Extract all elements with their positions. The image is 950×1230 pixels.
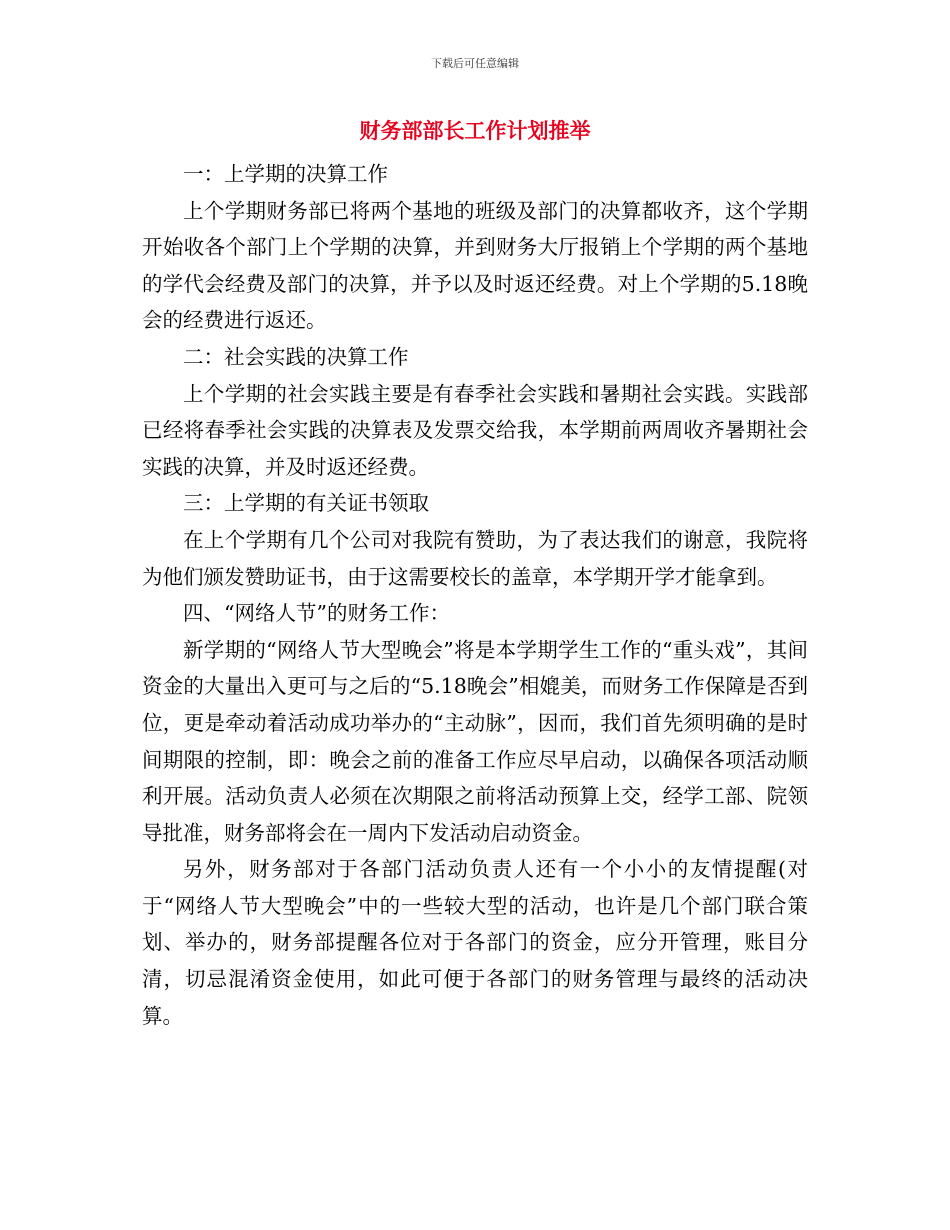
- paragraph: 新学期的“网络人节大型晚会”将是本学期学生工作的“重头戏”，其间资金的大量出入更可与之后的“5.18晚会”相媲美，而财务工作保障是否到位，更是牵动着活动成功举办的“主动脉”，因而，我们首先须明确的是时间期限的控制，即：晚会之前的准备工作应尽早启动，以确保各项活动顺利开展。活动负责人必须在次期限之前将活动预算上交，经学工部、院领导批准，财务部将会在一周内下发活动启动资金。: [142, 637, 808, 845]
- page-header-note: 下载后可任意编辑: [431, 57, 519, 70]
- section-heading-4: 四、“网络人节”的财务工作：: [183, 601, 450, 626]
- paragraph: 在上个学期有几个公司对我院有赞助，为了表达我们的谢意，我院将为他们颁发赞助证书，由于这需要校长的盖章，本学期开学才能拿到。: [142, 527, 808, 589]
- paragraph: 上个学期财务部已将两个基地的班级及部门的决算都收齐，这个学期开始收各个部门上个学期的决算，并到财务大厅报销上个学期的两个基地的学代会经费及部门的决算，并予以及时返还经费。对上个学期的5.18晚会的经费进行返还。: [142, 198, 808, 333]
- section-heading-1: 一：上学期的决算工作: [183, 162, 388, 186]
- paragraph: 另外，财务部对于各部门活动负责人还有一个小小的友情提醒(对于“网络人节大型晚会”中的一些较大型的活动，也许是几个部门联合策划、举办的，财务部提醒各位对于各部门的资金，应分开管理，账目分清，切忌混淆资金使用，如此可便于各部门的财务管理与最终的活动决算。: [142, 857, 808, 1028]
- document-title: 财务部部长工作计划推举: [359, 119, 591, 143]
- section-heading-2: 二：社会实践的决算工作: [183, 344, 409, 369]
- paragraph: 上个学期的社会实践主要是有春季社会实践和暑期社会实践。实践部已经将春季社会实践的决算表及发票交给我，本学期前两周收齐暑期社会实践的决算，并及时返还经费。: [142, 381, 808, 479]
- document-body: [142, 156, 808, 1034]
- section-heading-3: 三：上学期的有关证书领取: [183, 491, 429, 516]
